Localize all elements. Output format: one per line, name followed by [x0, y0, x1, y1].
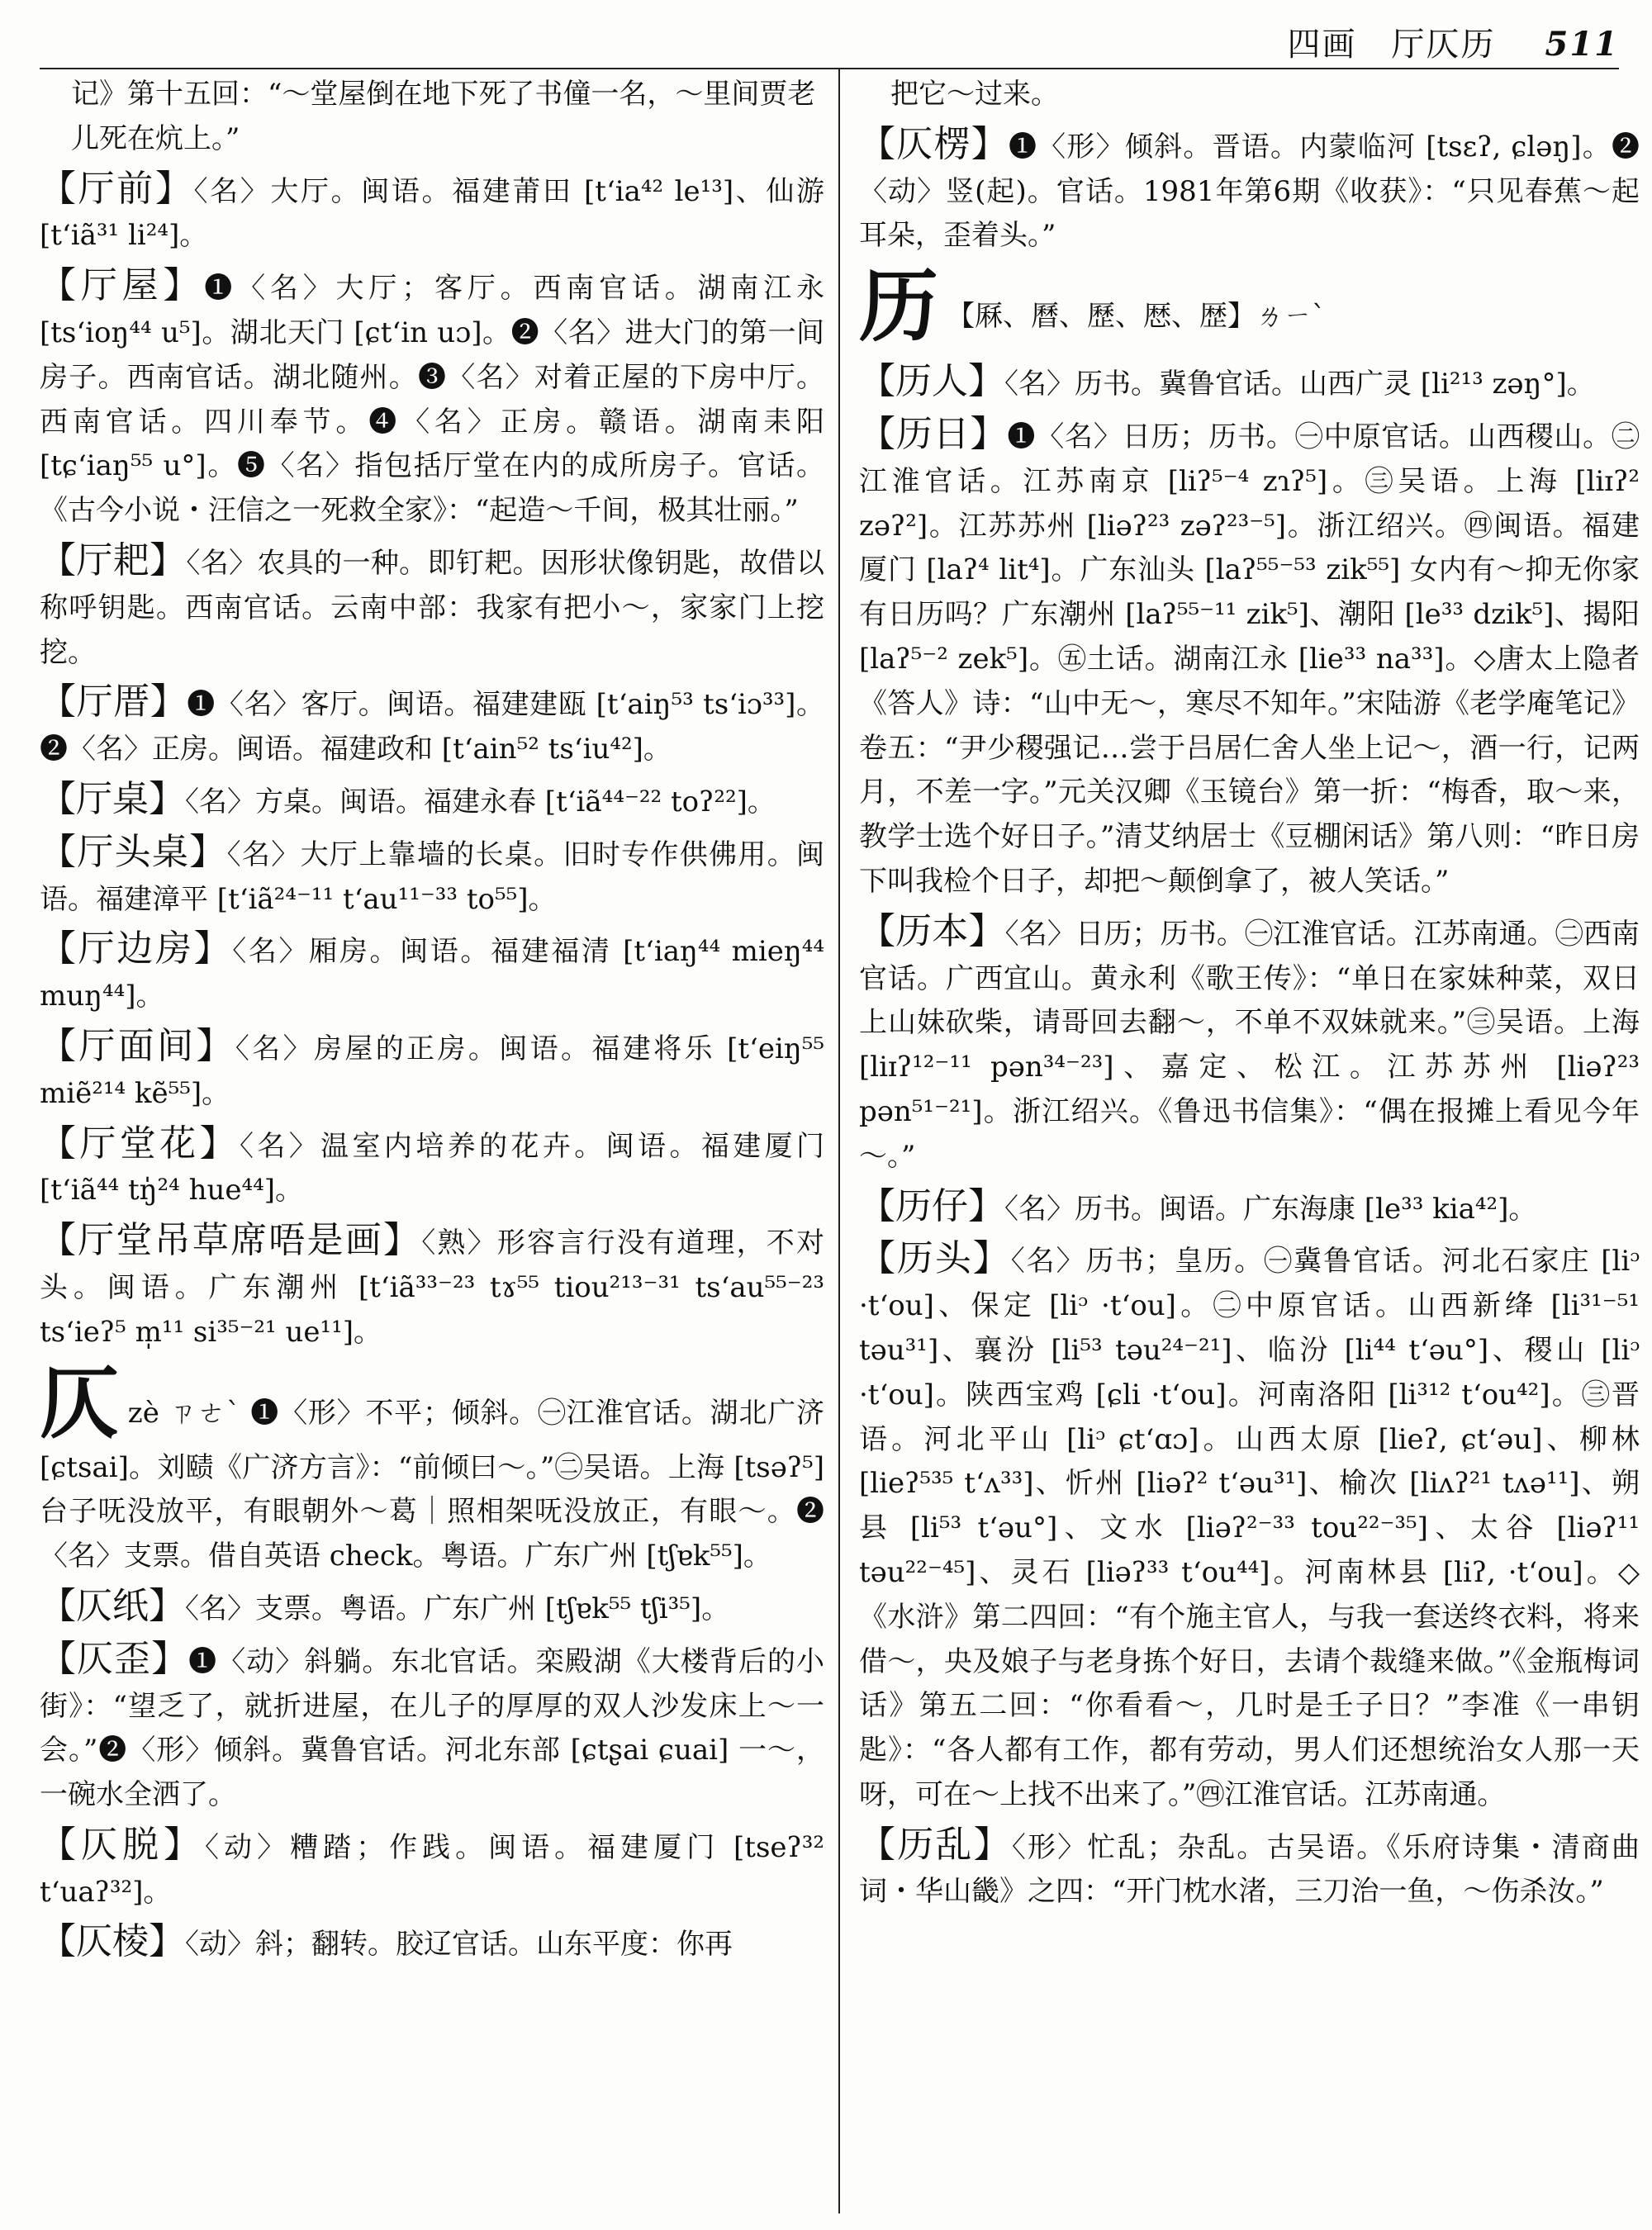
left-entry	[40, 1218, 824, 1355]
column-divider	[838, 68, 840, 2213]
right-entry	[859, 73, 1640, 117]
entry-headword: 【历仔】	[859, 1184, 1004, 1227]
entry-headword: 【仄楞】	[859, 122, 1009, 165]
entry-definition: 〈名〉房屋的正房。闽语。福建将乐 [t‘eiŋ⁵⁵ miẽ²¹⁴ kẽ⁵⁵]。	[40, 1032, 824, 1110]
entry-definition: ❶〈名〉日历；历书。㊀中原官话。山西稷山。㊁江淮官话。江苏南京 [liʔ⁵⁻⁴ zɿʔ⁵]。㊂吴语。上海 [liɪʔ² zəʔ²]。江苏苏州 [liəʔ²³ zəʔ²³⁻⁵]。浙江绍兴。㊃闽语。福建厦门 [laʔ⁴ lit⁴]。广东汕头 [laʔ⁵⁵⁻⁵³ zik⁵⁵] 女内有～抑无你家有日历吗？广东潮州 [laʔ⁵⁵⁻¹¹ zik⁵]、潮阳 [le³³ dzik⁵]、揭阳 [laʔ⁵⁻² zek⁵]。㊄土话。湖南江永 [lie³³ na³³]。◇唐太上隐者《答人》诗：“山中无～，寒尽不知年。”宋陆游《老学庵笔记》卷五：“尹少稷强记…尝于吕居仁舍人坐上记～，酒一行，记两月，不差一字。”元关汉卿《玉镜台》第一折：“梅香，取～来，教学士选个好日子。”清艾纳居士《豆棚闲话》第八则：“昨日房下叫我检个日子，却把～颠倒拿了，被人笑话。”	[859, 420, 1640, 898]
entry-definition: 〈名〉大厅上靠墙的长桌。旧时专作供佛用。闽语。福建漳平 [t‘iã²⁴⁻¹¹ t‘au¹¹⁻³³ to⁵⁵]。	[40, 837, 824, 916]
entry-headword: 【历本】	[859, 909, 1005, 952]
entry-definition: 〈名〉历书。闽语。广东海康 [le³³ kia⁴²]。	[1004, 1192, 1537, 1226]
entry-definition: 〈名〉日历；历书。㊀江淮官话。江苏南通。㊁西南官话。广西宜山。黄永利《歌王传》：“单日在家妹种菜，双日上山妹砍柴，请哥回去翻～，不单不双妹就来。”㊂吴语。上海 [liɪʔ¹²⁻¹¹ pən³⁴⁻²³]、嘉定、松江。江苏苏州 [liəʔ²³ pən⁵¹⁻²¹]。浙江绍兴。《鲁迅书信集》：“偶在报摊上看见今年～。”	[859, 917, 1640, 1173]
entry-headword: 【历日】	[859, 412, 1008, 455]
left-entry	[40, 1637, 824, 1818]
entry-definition: 〈名〉厢房。闽语。福建福清 [t‘iaŋ⁴⁴ mieŋ⁴⁴ muŋ⁴⁴]。	[40, 935, 824, 1013]
entry-headword: 【仄脱】	[40, 1823, 206, 1866]
entry-headword: 【厅前】	[40, 167, 194, 210]
entry-definition: 〈名〉方桌。闽语。福建永春 [t‘iã⁴⁴⁻²² toʔ²²]。	[185, 785, 776, 818]
entry-headword: 【历乱】	[859, 1823, 1012, 1866]
left-entry	[40, 1122, 824, 1214]
left-entry	[40, 1584, 824, 1632]
left-entry	[40, 263, 824, 534]
entry-definition: 〈名〉温室内培养的花卉。闽语。福建厦门 [t‘iã⁴⁴ tŋ̍²⁴ hue⁴⁴]。	[40, 1129, 824, 1208]
left-entry	[40, 539, 824, 675]
header-title: 四画 厅仄历	[1287, 26, 1496, 64]
entry-headword: 【厅厝】	[40, 681, 188, 724]
entry-definition: 把它～过来。	[890, 78, 1059, 111]
left-entry	[40, 830, 824, 923]
left-entry	[40, 73, 824, 162]
left-entry	[40, 1823, 824, 1915]
entry-headword: 【厅边房】	[40, 928, 233, 970]
entry-definition: ❶〈动〉斜躺。东北官话。栾殿湖《大楼背后的小街》：“望乏了，就折进屋，在儿子的厚厚的双人沙发床上～一会。”❷〈形〉倾斜。冀鲁官话。河北东部 [ɕtʂai ɕuai] 一～，一碗水全洒了。	[40, 1644, 824, 1812]
entry-headword: 【仄棱】	[40, 1920, 185, 1963]
entry-definition: 〈名〉支票。粤语。广东广州 [tʃɐk⁵⁵ tʃi³⁵]。	[185, 1592, 730, 1625]
entry-definition: 〈形〉忙乱；杂乱。古吴语。《乐府诗集・清商曲词・华山畿》之四：“开门枕水渚，三刀治一鱼，～伤杀汝。”	[859, 1830, 1640, 1909]
entry-definition: zè ㄗㄜˋ ❶〈形〉不平；倾斜。㊀江淮官话。湖北广济 [ɕtsai]。刘赜《广济方言》：“前倾曰～。”㊁吴语。上海 [tsəʔ⁵] 台子呒没放平，有眼朝外～葛｜照相架呒没放正，有眼～。❷〈名〉支票。借自英语 check。粤语。广东广州 [tʃɐk⁵⁵]。	[40, 1396, 824, 1573]
left-column	[40, 73, 824, 2220]
entry-definition: ❶〈名〉大厅；客厅。西南官话。湖南江永 [ts‘ioŋ⁴⁴ u⁵]。湖北天门 [ɕt‘in uɔ]。❷〈名〉进大门的第一间房子。西南官话。湖北随州。❸〈名〉对着正屋的下房中厅。西南官话。四川奉节。❹〈名〉正房。赣语。湖南耒阳 [tɕ‘iaŋ⁵⁵ u°]。❺〈名〉指包括厅堂在内的成所房子。官话。《古今小说・汪信之一死救全家》：“起造～千间，极其壮丽。”	[40, 272, 824, 528]
right-entry	[859, 1236, 1640, 1817]
right-entry	[859, 122, 1640, 259]
entry-definition: 〈名〉农具的一种。即钉耙。因形状像钥匙，故借以称呼钥匙。西南官话。云南中部：我家有把小～，家家门上挖挖。	[40, 546, 824, 669]
left-entry	[40, 1355, 824, 1579]
left-entry	[40, 167, 824, 259]
entry-headword: 【厅堂花】	[40, 1122, 240, 1165]
entry-definition: 〈名〉历书；皇历。㊀冀鲁官话。河北石家庄 [liᵓ ·t‘ou]、保定 [liᵓ ·t‘ou]。㊁中原官话。山西新绛 [li³¹⁻⁵¹ təu³¹]、襄汾 [li⁵³ təu²⁴⁻²¹]、临汾 [li⁴⁴ t‘əu°]、稷山 [liᵓ ·t‘ou]。陕西宝鸡 [ɕli ·t‘ou]。河南洛阳 [li³¹² t‘ou⁴²]。㊂晋语。河北平山 [liᵓ ɕt‘ɑɔ]。山西太原 [lieʔ, ɕt‘əu]、柳林 [lieʔ⁵³⁵ t‘ʌ³³]、忻州 [liəʔ² t‘əu³¹]、榆次 [liʌʔ²¹ tʌə¹¹]、朔县 [li⁵³ t‘əu°]、文水 [liəʔ²⁻³³ tou²²⁻³⁵]、太谷 [liəʔ¹¹ təu²²⁻⁴⁵]、灵石 [liəʔ³³ t‘ou⁴⁴]。河南林县 [liʔ, ·t‘ou]。◇《水浒》第二四回：“有个施主官人，与我一套送终衣料，将来借～，央及娘子与老身拣个好日，去请个裁缝来做。”《金瓶梅词话》第五二回：“你看看～，几时是壬子日？”李准《一串钥匙》：“各人都有工作，都有劳动，男人们还想统治女人那一天呀，可在～上找不出来了。”㊃江淮官话。江苏南通。	[859, 1245, 1640, 1811]
right-entry	[859, 259, 1640, 359]
right-entry	[859, 1184, 1640, 1232]
right-column	[859, 73, 1640, 2220]
entry-definition: 记》第十五回：“～堂屋倒在地下死了书僮一名，～里间贾老儿死在炕上。”	[71, 78, 816, 155]
entry-definition: 〈名〉历书。冀鲁官话。山西广灵 [li²¹³ zəŋ°]。	[1004, 368, 1595, 401]
left-entry	[40, 1024, 824, 1117]
character-headword: 历	[859, 259, 938, 353]
entry-headword: 【厅堂吊草席唔是画】	[40, 1219, 422, 1262]
entry-headword: 【仄纸】	[40, 1584, 185, 1627]
page-number: 511	[1545, 25, 1619, 64]
right-entry	[859, 412, 1640, 904]
entry-headword: 【厅屋】	[40, 264, 205, 307]
entry-definition: 【厤、曆、歷、厯、歴】ㄌㄧˋ	[947, 300, 1326, 334]
left-entry	[40, 777, 824, 825]
entry-headword: 【厅桌】	[40, 777, 185, 820]
entry-definition: ❶〈形〉倾斜。晋语。内蒙临河 [tsɛʔ, ɕləŋ]。❷〈动〉竖(起)。官话。1981年第6期《收获》：“只见春蕉～起耳朵，歪着头。”	[859, 130, 1640, 253]
entry-definition: 〈动〉斜；翻转。胶辽官话。山东平度：你再	[185, 1928, 733, 1962]
entry-headword: 【仄歪】	[40, 1637, 189, 1680]
right-entry	[859, 359, 1640, 407]
header-rule	[40, 68, 1619, 69]
entry-definition: 〈熟〉形容言行没有道理，不对头。闽语。广东潮州 [t‘iã³³⁻²³ tɤ⁵⁵ tiou²¹³⁻³¹ ts‘au⁵⁵⁻²³ ts‘ieʔ⁵ m̩¹¹ si³⁵⁻²¹ ue¹¹]。	[40, 1226, 824, 1349]
entry-definition: ❶〈名〉客厅。闽语。福建建瓯 [t‘aiŋ⁵³ ts‘iɔ³³]。❷〈名〉正房。闽语。福建政和 [t‘ain⁵² ts‘iu⁴²]。	[40, 688, 824, 766]
left-entry	[40, 927, 824, 1019]
entry-headword: 【厅面间】	[40, 1024, 235, 1067]
right-entry	[859, 1823, 1640, 1915]
entry-headword: 【历头】	[859, 1237, 1011, 1280]
running-header	[1288, 18, 1620, 65]
entry-headword: 【历人】	[859, 360, 1004, 403]
left-entry	[40, 1919, 824, 1967]
entry-headword: 【厅头桌】	[40, 830, 227, 873]
entry-definition: 〈名〉大厅。闽语。福建莆田 [t‘ia⁴² le¹³]、仙游 [t‘iã³¹ li²⁴]。	[40, 174, 824, 253]
right-entry	[859, 909, 1640, 1179]
entry-headword: 【厅耙】	[40, 539, 187, 581]
left-entry	[40, 680, 824, 772]
character-headword: 仄	[40, 1355, 120, 1450]
entry-definition: 〈动〉糟踏；作践。闽语。福建厦门 [tseʔ³² t‘uaʔ³²]。	[40, 1830, 824, 1909]
